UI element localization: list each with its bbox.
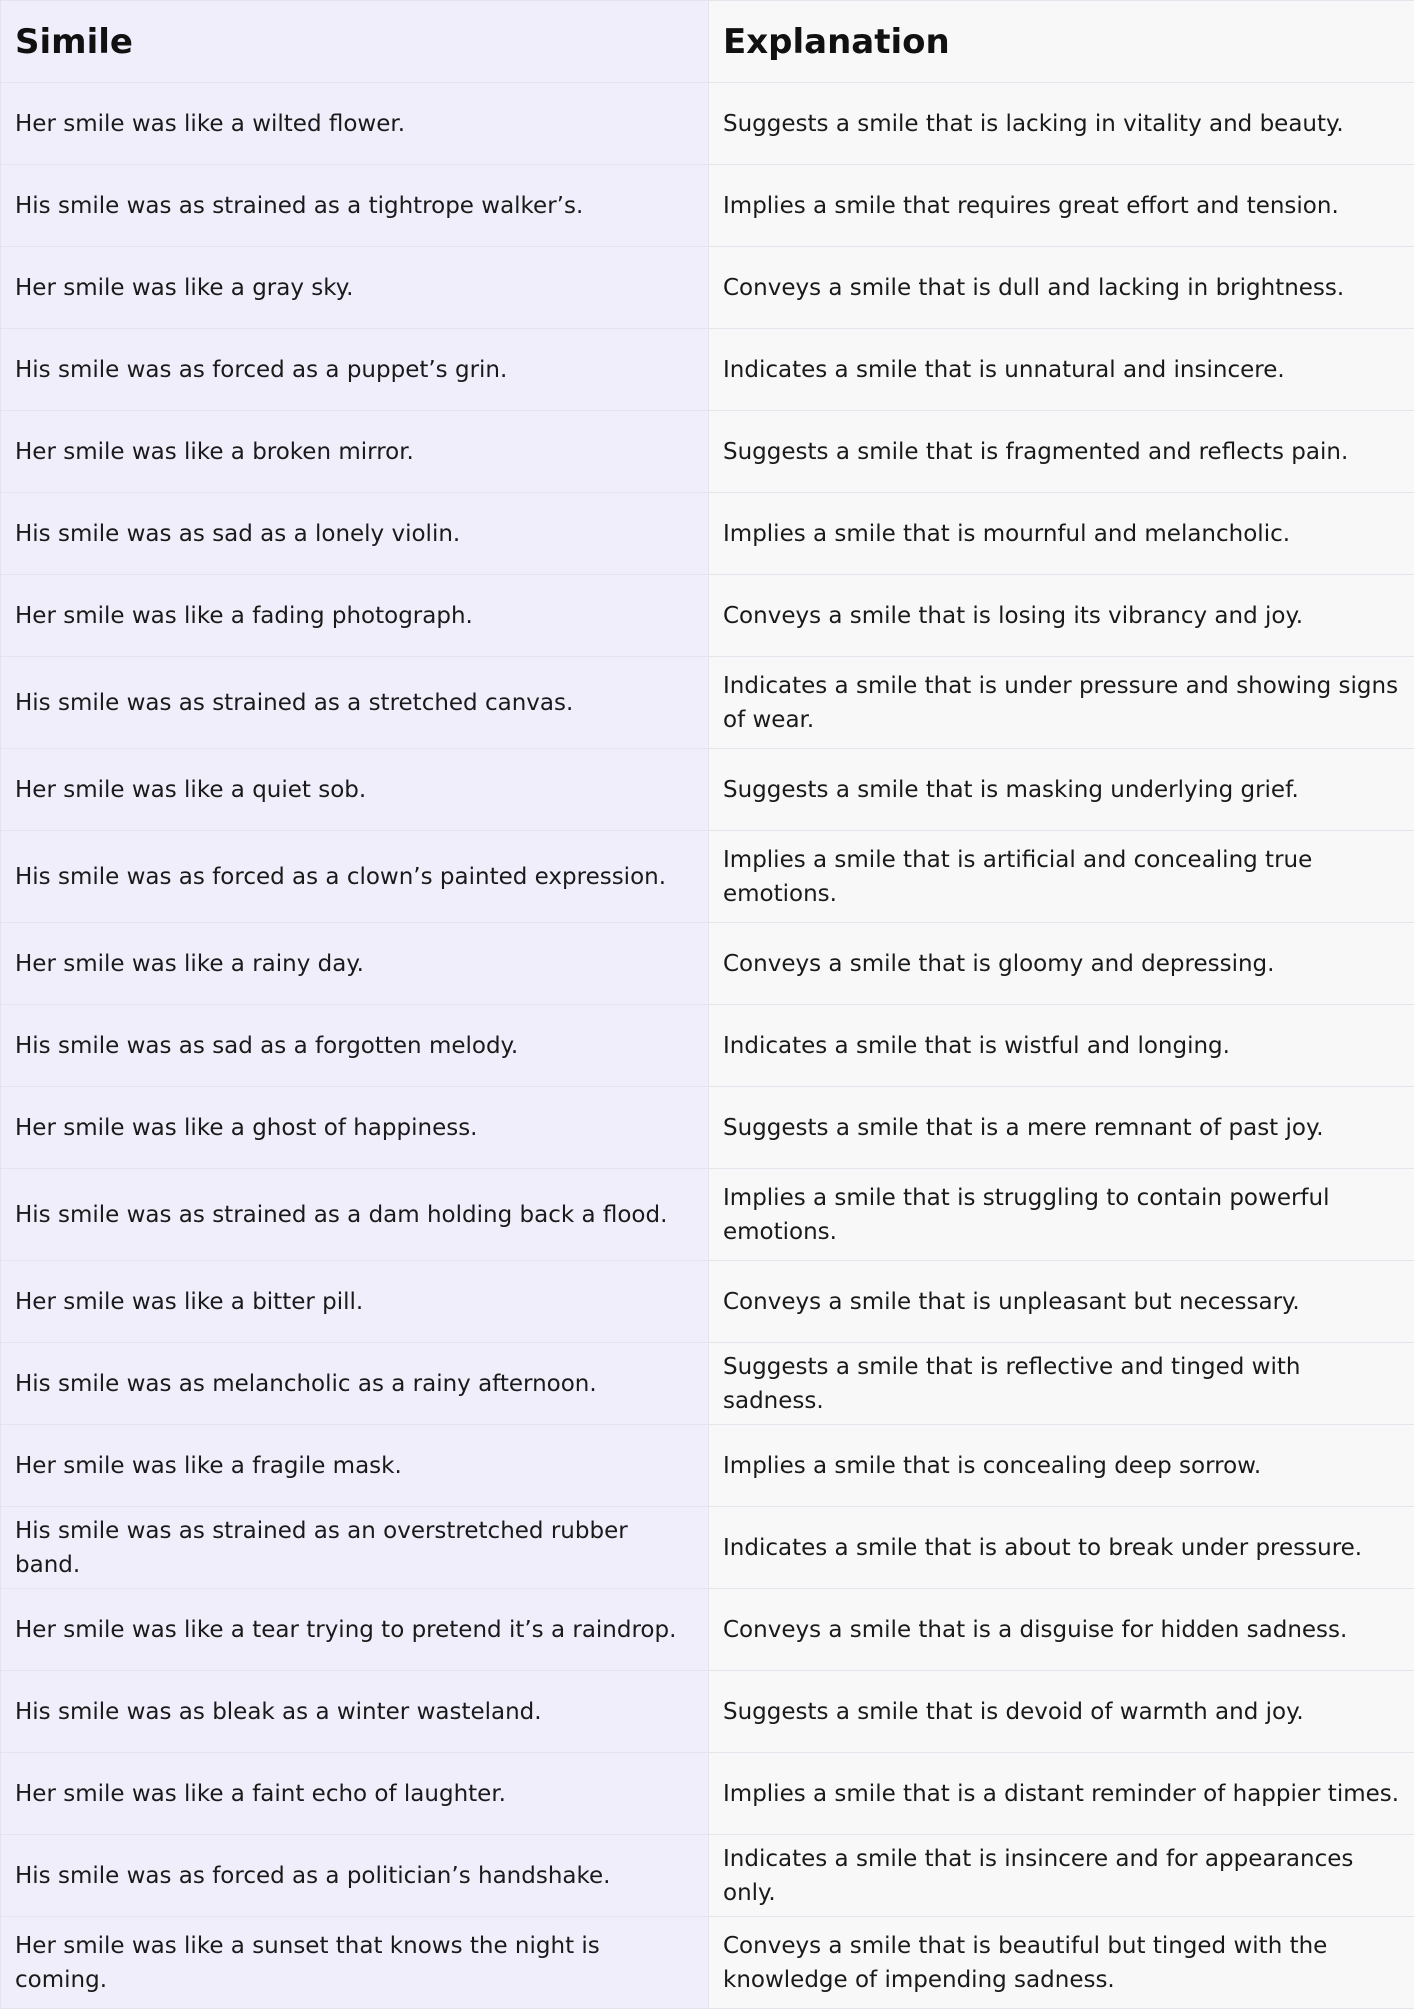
table-row	[1, 749, 1414, 831]
explanation-cell: Suggests a smile that is fragmented and reflects pain.	[709, 411, 1414, 493]
simile-cell: His smile was as sad as a lonely violin.	[1, 493, 709, 575]
explanation-cell: Indicates a smile that is unnatural and insincere.	[709, 329, 1414, 411]
simile-cell: His smile was as strained as a tightrope walker’s.	[1, 165, 709, 247]
simile-cell: Her smile was like a broken mirror.	[1, 411, 709, 493]
simile-cell: Her smile was like a wilted flower.	[1, 83, 709, 165]
explanation-cell: Suggests a smile that is reflective and tinged with sadness.	[709, 1343, 1414, 1425]
explanation-cell: Conveys a smile that is dull and lacking in brightness.	[709, 247, 1414, 329]
explanation-cell: Indicates a smile that is about to break under pressure.	[709, 1507, 1414, 1589]
table-row	[1, 1917, 1414, 2009]
table-row	[1, 83, 1414, 165]
table-row	[1, 831, 1414, 923]
simile-cell: Her smile was like a gray sky.	[1, 247, 709, 329]
simile-cell: Her smile was like a quiet sob.	[1, 749, 709, 831]
simile-cell: His smile was as forced as a clown’s painted expression.	[1, 831, 709, 923]
simile-cell: Her smile was like a fading photograph.	[1, 575, 709, 657]
table-row	[1, 493, 1414, 575]
table-row	[1, 1087, 1414, 1169]
table-row	[1, 247, 1414, 329]
simile-cell: His smile was as sad as a forgotten melody.	[1, 1005, 709, 1087]
header-row	[1, 1, 1414, 83]
simile-cell: His smile was as forced as a puppet’s grin.	[1, 329, 709, 411]
explanation-cell: Implies a smile that requires great effort and tension.	[709, 165, 1414, 247]
simile-cell: Her smile was like a tear trying to pretend it’s a raindrop.	[1, 1589, 709, 1671]
simile-cell: Her smile was like a ghost of happiness.	[1, 1087, 709, 1169]
explanation-cell: Suggests a smile that is devoid of warmth and joy.	[709, 1671, 1414, 1753]
table-row	[1, 1507, 1414, 1589]
simile-cell: Her smile was like a bitter pill.	[1, 1261, 709, 1343]
simile-cell: His smile was as strained as a dam holding back a flood.	[1, 1169, 709, 1261]
explanation-cell: Suggests a smile that is a mere remnant of past joy.	[709, 1087, 1414, 1169]
table-row	[1, 575, 1414, 657]
explanation-cell: Indicates a smile that is under pressure and showing signs of wear.	[709, 657, 1414, 749]
explanation-cell: Suggests a smile that is lacking in vitality and beauty.	[709, 83, 1414, 165]
explanation-cell: Implies a smile that is artificial and concealing true emotions.	[709, 831, 1414, 923]
table-row	[1, 1169, 1414, 1261]
explanation-cell: Indicates a smile that is insincere and for appearances only.	[709, 1835, 1414, 1917]
header-simile: Simile	[1, 1, 709, 83]
simile-cell: Her smile was like a faint echo of laughter.	[1, 1753, 709, 1835]
table-row	[1, 1589, 1414, 1671]
simile-cell: Her smile was like a rainy day.	[1, 923, 709, 1005]
explanation-cell: Implies a smile that is a distant reminder of happier times.	[709, 1753, 1414, 1835]
explanation-cell: Suggests a smile that is masking underlying grief.	[709, 749, 1414, 831]
table-row	[1, 1005, 1414, 1087]
table-body	[1, 83, 1414, 2009]
table-row	[1, 1261, 1414, 1343]
simile-cell: His smile was as melancholic as a rainy afternoon.	[1, 1343, 709, 1425]
table-row	[1, 1343, 1414, 1425]
table-row	[1, 923, 1414, 1005]
explanation-cell: Conveys a smile that is gloomy and depressing.	[709, 923, 1414, 1005]
explanation-cell: Implies a smile that is struggling to contain powerful emotions.	[709, 1169, 1414, 1261]
explanation-cell: Implies a smile that is concealing deep sorrow.	[709, 1425, 1414, 1507]
explanation-cell: Conveys a smile that is losing its vibrancy and joy.	[709, 575, 1414, 657]
table-row	[1, 1671, 1414, 1753]
header-explanation: Explanation	[709, 1, 1414, 83]
table-row	[1, 1753, 1414, 1835]
table-row	[1, 165, 1414, 247]
simile-cell: His smile was as bleak as a winter wasteland.	[1, 1671, 709, 1753]
explanation-cell: Indicates a smile that is wistful and longing.	[709, 1005, 1414, 1087]
simile-cell: His smile was as forced as a politician’s handshake.	[1, 1835, 709, 1917]
table-row	[1, 329, 1414, 411]
simile-cell: Her smile was like a sunset that knows the night is coming.	[1, 1917, 709, 2009]
simile-cell: His smile was as strained as an overstretched rubber band.	[1, 1507, 709, 1589]
explanation-cell: Implies a smile that is mournful and melancholic.	[709, 493, 1414, 575]
table-row	[1, 657, 1414, 749]
table-row	[1, 1835, 1414, 1917]
simile-cell: His smile was as strained as a stretched canvas.	[1, 657, 709, 749]
table-row	[1, 1425, 1414, 1507]
explanation-cell: Conveys a smile that is beautiful but tinged with the knowledge of impending sadness.	[709, 1917, 1414, 2009]
table-row	[1, 411, 1414, 493]
explanation-cell: Conveys a smile that is unpleasant but necessary.	[709, 1261, 1414, 1343]
explanation-cell: Conveys a smile that is a disguise for hidden sadness.	[709, 1589, 1414, 1671]
simile-cell: Her smile was like a fragile mask.	[1, 1425, 709, 1507]
